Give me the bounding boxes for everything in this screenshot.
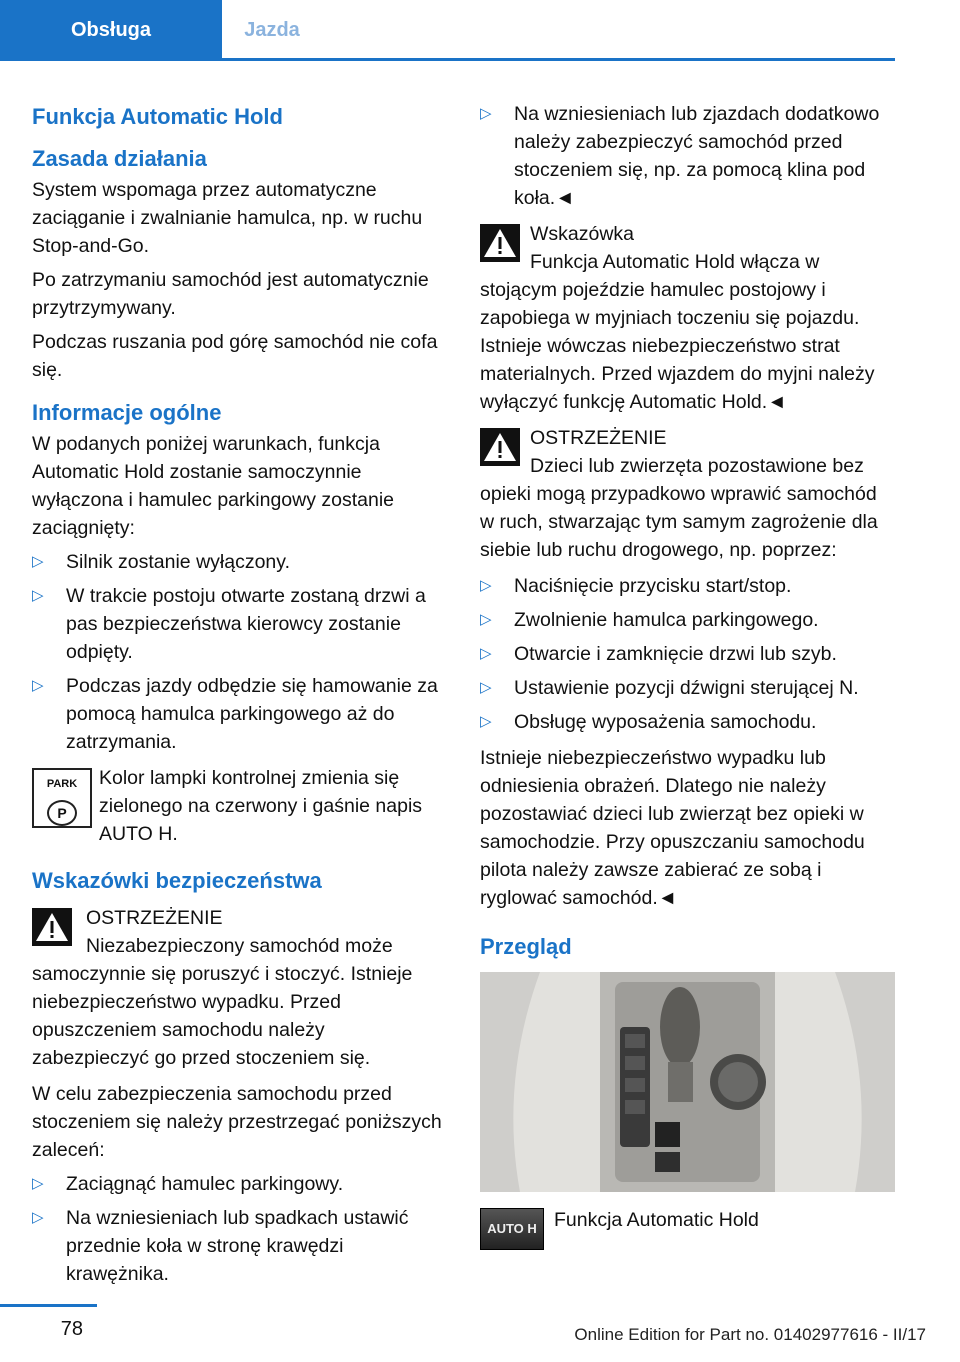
triangle-bullet-icon: ▷ <box>480 611 492 628</box>
list-item: ▷ Ustawienie pozycji dźwigni sterującej N. <box>480 674 895 702</box>
right-column <box>480 100 895 1262</box>
park-indicator-note <box>32 764 447 848</box>
paragraph: System wspomaga przez automatyczne zaciąganie i zwalnianie hamulca, np. w ruchu Stop-and-Go. <box>32 179 423 257</box>
child-risk-list <box>480 572 895 736</box>
section-heading-przeglad: Przegląd <box>480 934 572 959</box>
list-item: ▷ Zaciągnąć hamulec parkingowy. <box>32 1170 447 1198</box>
list-item: ▷ Na wzniesieniach lub zjazdach dodatkowo należy zabezpieczyć samochód przed stoczeniem się, np. za pomocą klina pod koła.◄ <box>480 100 895 212</box>
triangle-bullet-icon: ▷ <box>32 1209 44 1226</box>
triangle-bullet-icon: ▷ <box>480 713 492 730</box>
hint-block <box>480 220 895 416</box>
triangle-bullet-icon: ▷ <box>480 645 492 662</box>
list-item: ▷ W trakcie postoju otwarte zostaną drzwi a pas bezpieczeństwa kierowcy zostanie odpięty. <box>32 582 447 666</box>
section-heading-informacje: Informacje ogólne <box>32 400 222 425</box>
warning-triangle-icon <box>480 224 520 270</box>
section-heading-zasada: Zasada działania <box>32 146 207 171</box>
auto-hold-legend <box>480 1204 895 1254</box>
list-item: ▷ Obsługę wyposażenia samochodu. <box>480 708 895 736</box>
warning-title: OSTRZEŻENIE <box>530 427 667 449</box>
triangle-bullet-icon: ▷ <box>32 553 44 570</box>
list-item: ▷ Otwarcie i zamknięcie drzwi lub szyb. <box>480 640 895 668</box>
center-console-photo <box>480 972 895 1192</box>
list-item: ▷ Podczas jazdy odbędzie się hamowanie za pomocą hamulca parkingowego aż do zatrzymania. <box>32 672 447 756</box>
warning-block <box>32 904 447 1072</box>
list-item: ▷ Zwolnienie hamulca parkingowego. <box>480 606 895 634</box>
triangle-bullet-icon: ▷ <box>32 1175 44 1192</box>
tab-obsluga[interactable]: Obsługa <box>0 0 222 58</box>
list-item: ▷ Silnik zostanie wyłączony. <box>32 548 447 576</box>
list-item: ▷ Naciśnięcie przycisku start/stop. <box>480 572 895 600</box>
list-item: ▷ Na wzniesieniach lub spadkach ustawić przednie koła w stronę krawędzi krawężnika. <box>32 1204 447 1288</box>
paragraph: W podanych poniżej warunkach, funkcja Automatic Hold zostanie samoczynnie wyłączona i hamulec parkingowy zostanie zaciągnięty: <box>32 433 395 539</box>
page-number: 78 <box>60 1318 83 1340</box>
conditions-list <box>32 548 447 756</box>
park-note-text: Kolor lampki kontrolnej zmienia się zielonego na czerwony i gaśnie napis AUTO H. <box>99 767 423 845</box>
warning-block <box>480 424 895 564</box>
paragraph: Po zatrzymaniu samochód jest automatycznie przytrzymywany. <box>32 269 429 319</box>
section-heading-bezpieczenstwo: Wskazówki bezpieczeństwa <box>32 868 322 893</box>
triangle-bullet-icon: ▷ <box>32 677 44 694</box>
triangle-bullet-icon: ▷ <box>480 679 492 696</box>
paragraph: Podczas ruszania pod górę samochód nie cofa się. <box>32 331 438 381</box>
warning-text: Dzieci lub zwierzęta pozostawione bez opieki mogą przypadkowo wprawić samochód w ruch, stwarzając tym samym zagrożenie dla siebie lub ruchu drogowego, np. poprzez: <box>480 455 878 561</box>
safety-list-continued <box>480 100 895 212</box>
warning-triangle-icon <box>32 908 72 954</box>
triangle-bullet-icon: ▷ <box>480 577 492 594</box>
auto-hold-caption: Funkcja Automatic Hold <box>554 1209 759 1231</box>
paragraph: W celu zabezpieczenia samochodu przed stoczeniem się należy przestrzegać poniższych zaleceń: <box>32 1083 442 1161</box>
tab-jazda[interactable]: Jazda <box>244 19 300 41</box>
hint-text: Funkcja Automatic Hold włącza w stojącym pojeździe hamulec postojowy i zapobiega w myjniach toczeniu się pojazdu. Istnieje wówczas niebezpieczeństwo strat materialnych. Przed wjazdem do myjni należy wyłączyć funkcję Automatic Hold.◄ <box>480 251 875 413</box>
safety-list <box>32 1170 447 1288</box>
warning-triangle-icon <box>480 428 520 474</box>
left-column <box>32 100 447 1296</box>
auto-hold-button-icon: AUTO H <box>480 1208 544 1250</box>
header-bar <box>0 0 895 61</box>
edition-footer: Online Edition for Part no. 01402977616 - II/17 <box>574 1325 926 1344</box>
paragraph: Istnieje niebezpieczeństwo wypadku lub odniesienia obrażeń. Dlatego nie należy pozostawiać dzieci lub zwierząt bez opieki w samochodzie. Przy opuszczaniu samochodu pilota należy zawsze zabierać ze sobą i ryglować samochód.◄ <box>480 747 865 909</box>
triangle-bullet-icon: ▷ <box>32 587 44 604</box>
park-brake-icon: PARK P <box>32 768 92 828</box>
footer-accent-line <box>0 1304 97 1307</box>
warning-title: OSTRZEŻENIE <box>86 907 223 929</box>
hint-title: Wskazówka <box>530 223 635 245</box>
page-title: Funkcja Automatic Hold <box>32 104 283 129</box>
triangle-bullet-icon: ▷ <box>480 105 492 122</box>
warning-text: Niezabezpieczony samochód może samoczynnie się poruszyć i stoczyć. Istnieje niebezpieczeństwo wypadku. Przed opuszczeniem samochodu należy zabezpieczyć go przed stoczeniem się. <box>32 935 413 1069</box>
